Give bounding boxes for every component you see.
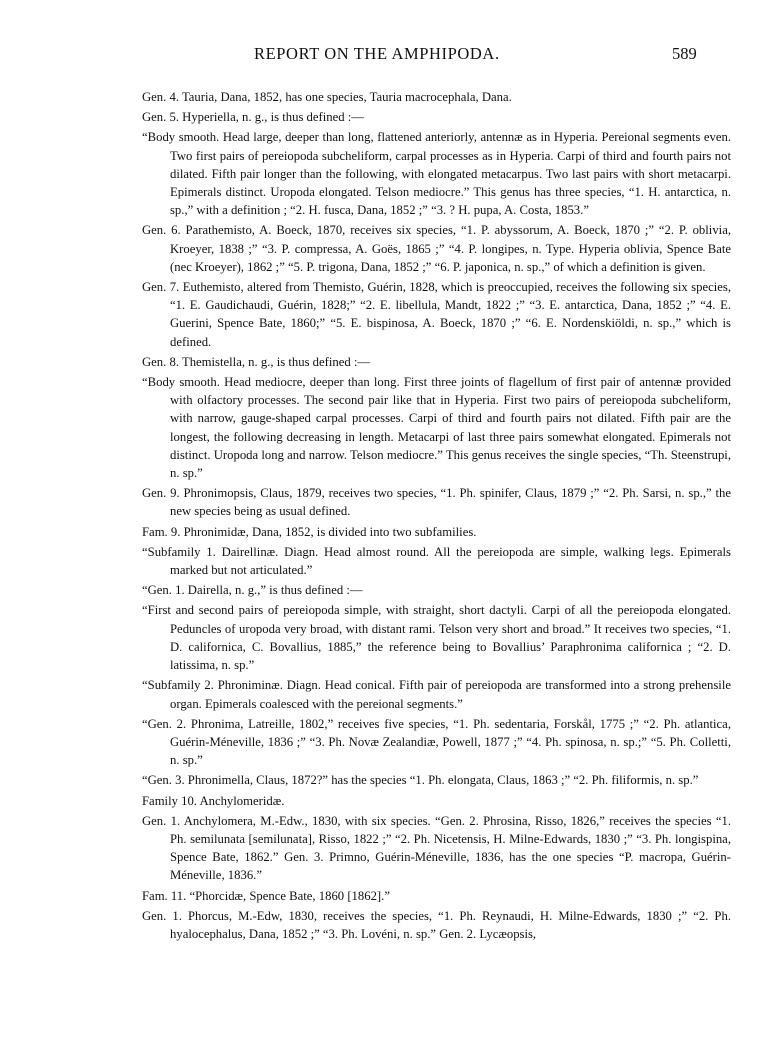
- paragraph: Gen. 4. Tauria, Dana, 1852, has one species, Tauria macrocephala, Dana.: [142, 90, 512, 104]
- paragraph: Fam. 9. Phronimidæ, Dana, 1852, is divided into two subfamilies.: [142, 524, 477, 539]
- paragraph: Family 10. Anchylomeridæ.: [142, 793, 285, 808]
- paragraph: Gen. 6. Parathemisto, A. Boeck, 1870, receives six species, “1. P. abyssorum, A. Boeck, 1870 ;” “2. P. oblivia, Kroeyer, 1838 ;” “3. P. compressa, A. Goës, 1865 ;” “4. P. longipes, n. Type. Hyperia oblivia, Spence Bate (nec Kroeyer), 1862 ;” “5. P. trigona, Dana, 1852 ;” “6. P. japonica, n. sp.,” of which a definition is given.: [142, 223, 731, 274]
- running-title: REPORT ON THE AMPHIPODA.: [254, 44, 500, 63]
- paragraph: “Subfamily 1. Dairellinæ. Diagn. Head almost round. All the pereiopoda are simple, walking legs. Epimerals marked but not articulated.”: [142, 544, 731, 578]
- paragraph: Gen. 7. Euthemisto, altered from Themisto, Guérin, 1828, which is preoccupied, receives the following six species, “1. E. Gaudichaudi, Guérin, 1828;” “2. E. libellula, Mandt, 1822 ;” “3. E. antarctica, Dana, 1852 ;” “4. E. Guerini, Spence Bate, 1860;” “5. E. bispinosa, A. Boeck, 1870 ;” “6. E. Nordenskiöldi, n. sp.,” which is defined.: [142, 280, 731, 349]
- paragraph: “Gen. 2. Phronima, Latreille, 1802,” receives five species, “1. Ph. sedentaria, Forskål, 1775 ;” “2. Ph. atlantica, Guérin-Méneville, 1836 ;” “3. Ph. Novæ Zealandiæ, Powell, 1877 ;” “4. Ph. spinosa, n. sp.;” “5. Ph. Colletti, n. sp.”: [142, 716, 731, 768]
- body-text: [142, 88, 731, 945]
- paragraph: “Gen. 1. Dairella, n. g.,” is thus defined :—: [142, 583, 363, 598]
- page-number: 589: [672, 44, 697, 63]
- paragraph: Gen. 1. Anchylomera, M.-Edw., 1830, with six species. “Gen. 2. Phrosina, Risso, 1826,” receives the species “1. Ph. semilunata [semilunata], Risso, 1822 ;” “2. Ph. Nicetensis, H. Milne-Edwards, 1830 ;” “3. Ph. longispina, Spence Bate, 1862.” Gen. 3. Primno, Guérin-Méneville, 1836, has the one species “P. macropa, Guérin-Méneville, 1836.”: [142, 813, 731, 883]
- paragraph: Fam. 11. “Phorcidæ, Spence Bate, 1860 [1862].”: [142, 888, 390, 903]
- paragraph: Gen. 1. Phorcus, M.-Edw, 1830, receives the species, “1. Ph. Reynaudi, H. Milne-Edwards, 1830 ;” “2. Ph. hyalocephalus, Dana, 1852 ;” “3. Ph. Lovéni, n. sp.” Gen. 2. Lycæopsis,: [142, 908, 731, 941]
- paragraph: Gen. 9. Phronimopsis, Claus, 1879, receives two species, “1. Ph. spinifer, Claus, 1879 ;” “2. Ph. Sarsi, n. sp.,” the new species being as usual defined.: [142, 486, 731, 519]
- paragraph: “First and second pairs of pereiopoda simple, with straight, short dactyli. Carpi of all the pereiopoda elongated. Peduncles of uropoda very broad, with distant rami. Telson very short and broad.” It receives two species, “1. D. californica, C. Bovallius, 1885,” the reference being to Bovallius’ Paraphronima californica ; “2. D. latissima, n. sp.”: [142, 603, 731, 673]
- paragraph: Gen. 8. Themistella, n. g., is thus defined :—: [142, 354, 371, 369]
- paragraph: “Gen. 3. Phronimella, Claus, 1872?” has the species “1. Ph. elongata, Claus, 1863 ;” “2. Ph. filiformis, n. sp.”: [142, 773, 699, 788]
- paragraph: Gen. 5. Hyperiella, n. g., is thus defined :—: [142, 110, 364, 125]
- paragraph: “Body smooth. Head large, deeper than long, flattened anteriorly, antennæ as in Hyperia. Pereional segments even. Two first pairs of pereiopoda subcheliform, carpal processes as in Hyperia. Carpi of third and fourth pairs not dilated. Fifth pair longer than the following, with elongated metacarpus. Two last pairs with short metacarpi. Epimerals distinct. Uropoda elongated. Telson mediocre.” This genus has three species, “1. H. antarctica, n. sp.,” with a definition ; “2. H. fusca, Dana, 1852 ;” “3. ? H. pupa, A. Costa, 1853.”: [142, 130, 731, 218]
- page-header: [0, 44, 776, 68]
- paragraph: “Body smooth. Head mediocre, deeper than long. First three joints of flagellum of first pair of antennæ provided with olfactory processes. The second pair like that in Hyperia. First two pairs of pereiopoda subcheliform, with narrow, gauge-shaped carpal processes. Carpi of third and fourth pairs not dilated. Fifth pair are the longest, the following decreasing in length. Metacarpi of last three pairs somewhat elongated. Epimerals not distinct. Uropoda long and narrow. Telson mediocre.” This genus receives the single species, “Th. Steenstrupi, n. sp.”: [142, 375, 731, 481]
- paragraph: “Subfamily 2. Phroniminæ. Diagn. Head conical. Fifth pair of pereiopoda are transformed into a strong prehensile organ. Epimerals coalesced with the pereional segments.”: [142, 678, 731, 711]
